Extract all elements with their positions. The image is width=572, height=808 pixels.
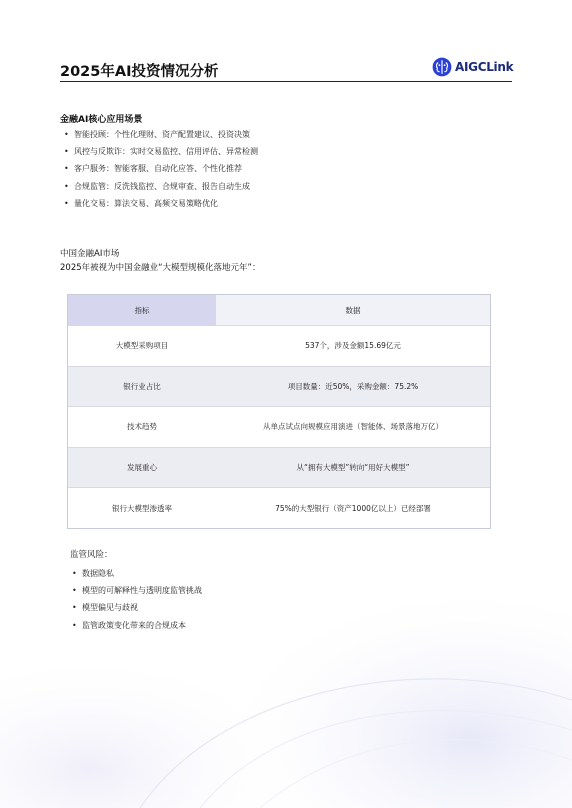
table-row <box>68 325 490 366</box>
table-cell-metric: 银行大模型渗透率 <box>112 503 172 513</box>
bullet-dot-icon: • <box>72 586 77 596</box>
bullet-dot-icon: • <box>72 603 77 613</box>
list-item: • 智能投顾：个性化理财、资产配置建议、投资决策 <box>64 126 258 143</box>
list-item: • 数据隐私 <box>72 565 202 582</box>
bullet-dot-icon: • <box>72 620 77 630</box>
list-item: • 模型的可解释性与透明度监管挑战 <box>72 582 202 599</box>
title-divider <box>60 81 512 82</box>
risks-list <box>72 565 202 634</box>
logo-text: AIGCLink <box>455 60 514 74</box>
table-row <box>68 487 490 528</box>
table-cell-value: 537个，涉及金额15.69亿元 <box>305 341 401 351</box>
table-cell-value: 从单点试点向规模应用演进（智能体、场景落地万亿） <box>263 422 443 432</box>
brain-logo-icon <box>432 57 452 77</box>
table-cell-metric: 技术趋势 <box>127 422 157 432</box>
table-row <box>68 366 490 407</box>
table-cell-value: 75%的大型银行（资产1000亿以上）已经部署 <box>275 503 431 513</box>
table-row <box>68 447 490 488</box>
risks-heading: 监管风险： <box>70 550 113 560</box>
list-item: • 合规监管：反洗钱监控、合规审查、报告自动生成 <box>64 178 258 195</box>
bullet-dot-icon: • <box>64 147 69 157</box>
list-item: • 量化交易：算法交易、高频交易策略优化 <box>64 195 258 212</box>
page-title: 2025年AI投资情况分析 <box>60 64 219 80</box>
bullet-dot-icon: • <box>64 164 69 174</box>
list-item: • 客户服务：智能客服、自动化应答、个性化推荐 <box>64 160 258 177</box>
table-row <box>68 406 490 447</box>
market-intro <box>60 247 260 275</box>
bullet-dot-icon: • <box>64 181 69 191</box>
table-cell-metric: 银行业占比 <box>123 381 161 391</box>
table-cell-value: 项目数量：近50%，采购金额：75.2% <box>287 381 419 391</box>
list-item: • 风控与反欺诈：实时交易监控、信用评估、异常检测 <box>64 143 258 160</box>
table-cell-metric: 发展重心 <box>127 463 157 473</box>
market-table <box>67 294 491 529</box>
bullet-dot-icon: • <box>64 198 69 208</box>
table-header-data: 数据 <box>216 295 490 325</box>
bullet-dot-icon: • <box>72 569 77 578</box>
applications-heading: 金融AI核心应用场景 <box>60 115 143 125</box>
table-cell-metric: 大模型采购项目 <box>115 341 169 351</box>
table-header-metric: 指标 <box>68 295 216 325</box>
brand-logo <box>432 57 513 77</box>
applications-list <box>64 126 258 212</box>
table-cell-value: 从“拥有大模型”转向“用好大模型” <box>296 463 410 473</box>
bullet-dot-icon: • <box>64 130 69 139</box>
table-header-row <box>68 295 490 325</box>
market-heading: 中国金融AI市场 <box>60 249 120 259</box>
list-item: • 监管政策变化带来的合规成本 <box>72 617 202 634</box>
market-subheading: 2025年被视为中国金融业“大模型规模化落地元年”： <box>60 263 261 273</box>
list-item: • 模型偏见与歧视 <box>72 599 202 616</box>
